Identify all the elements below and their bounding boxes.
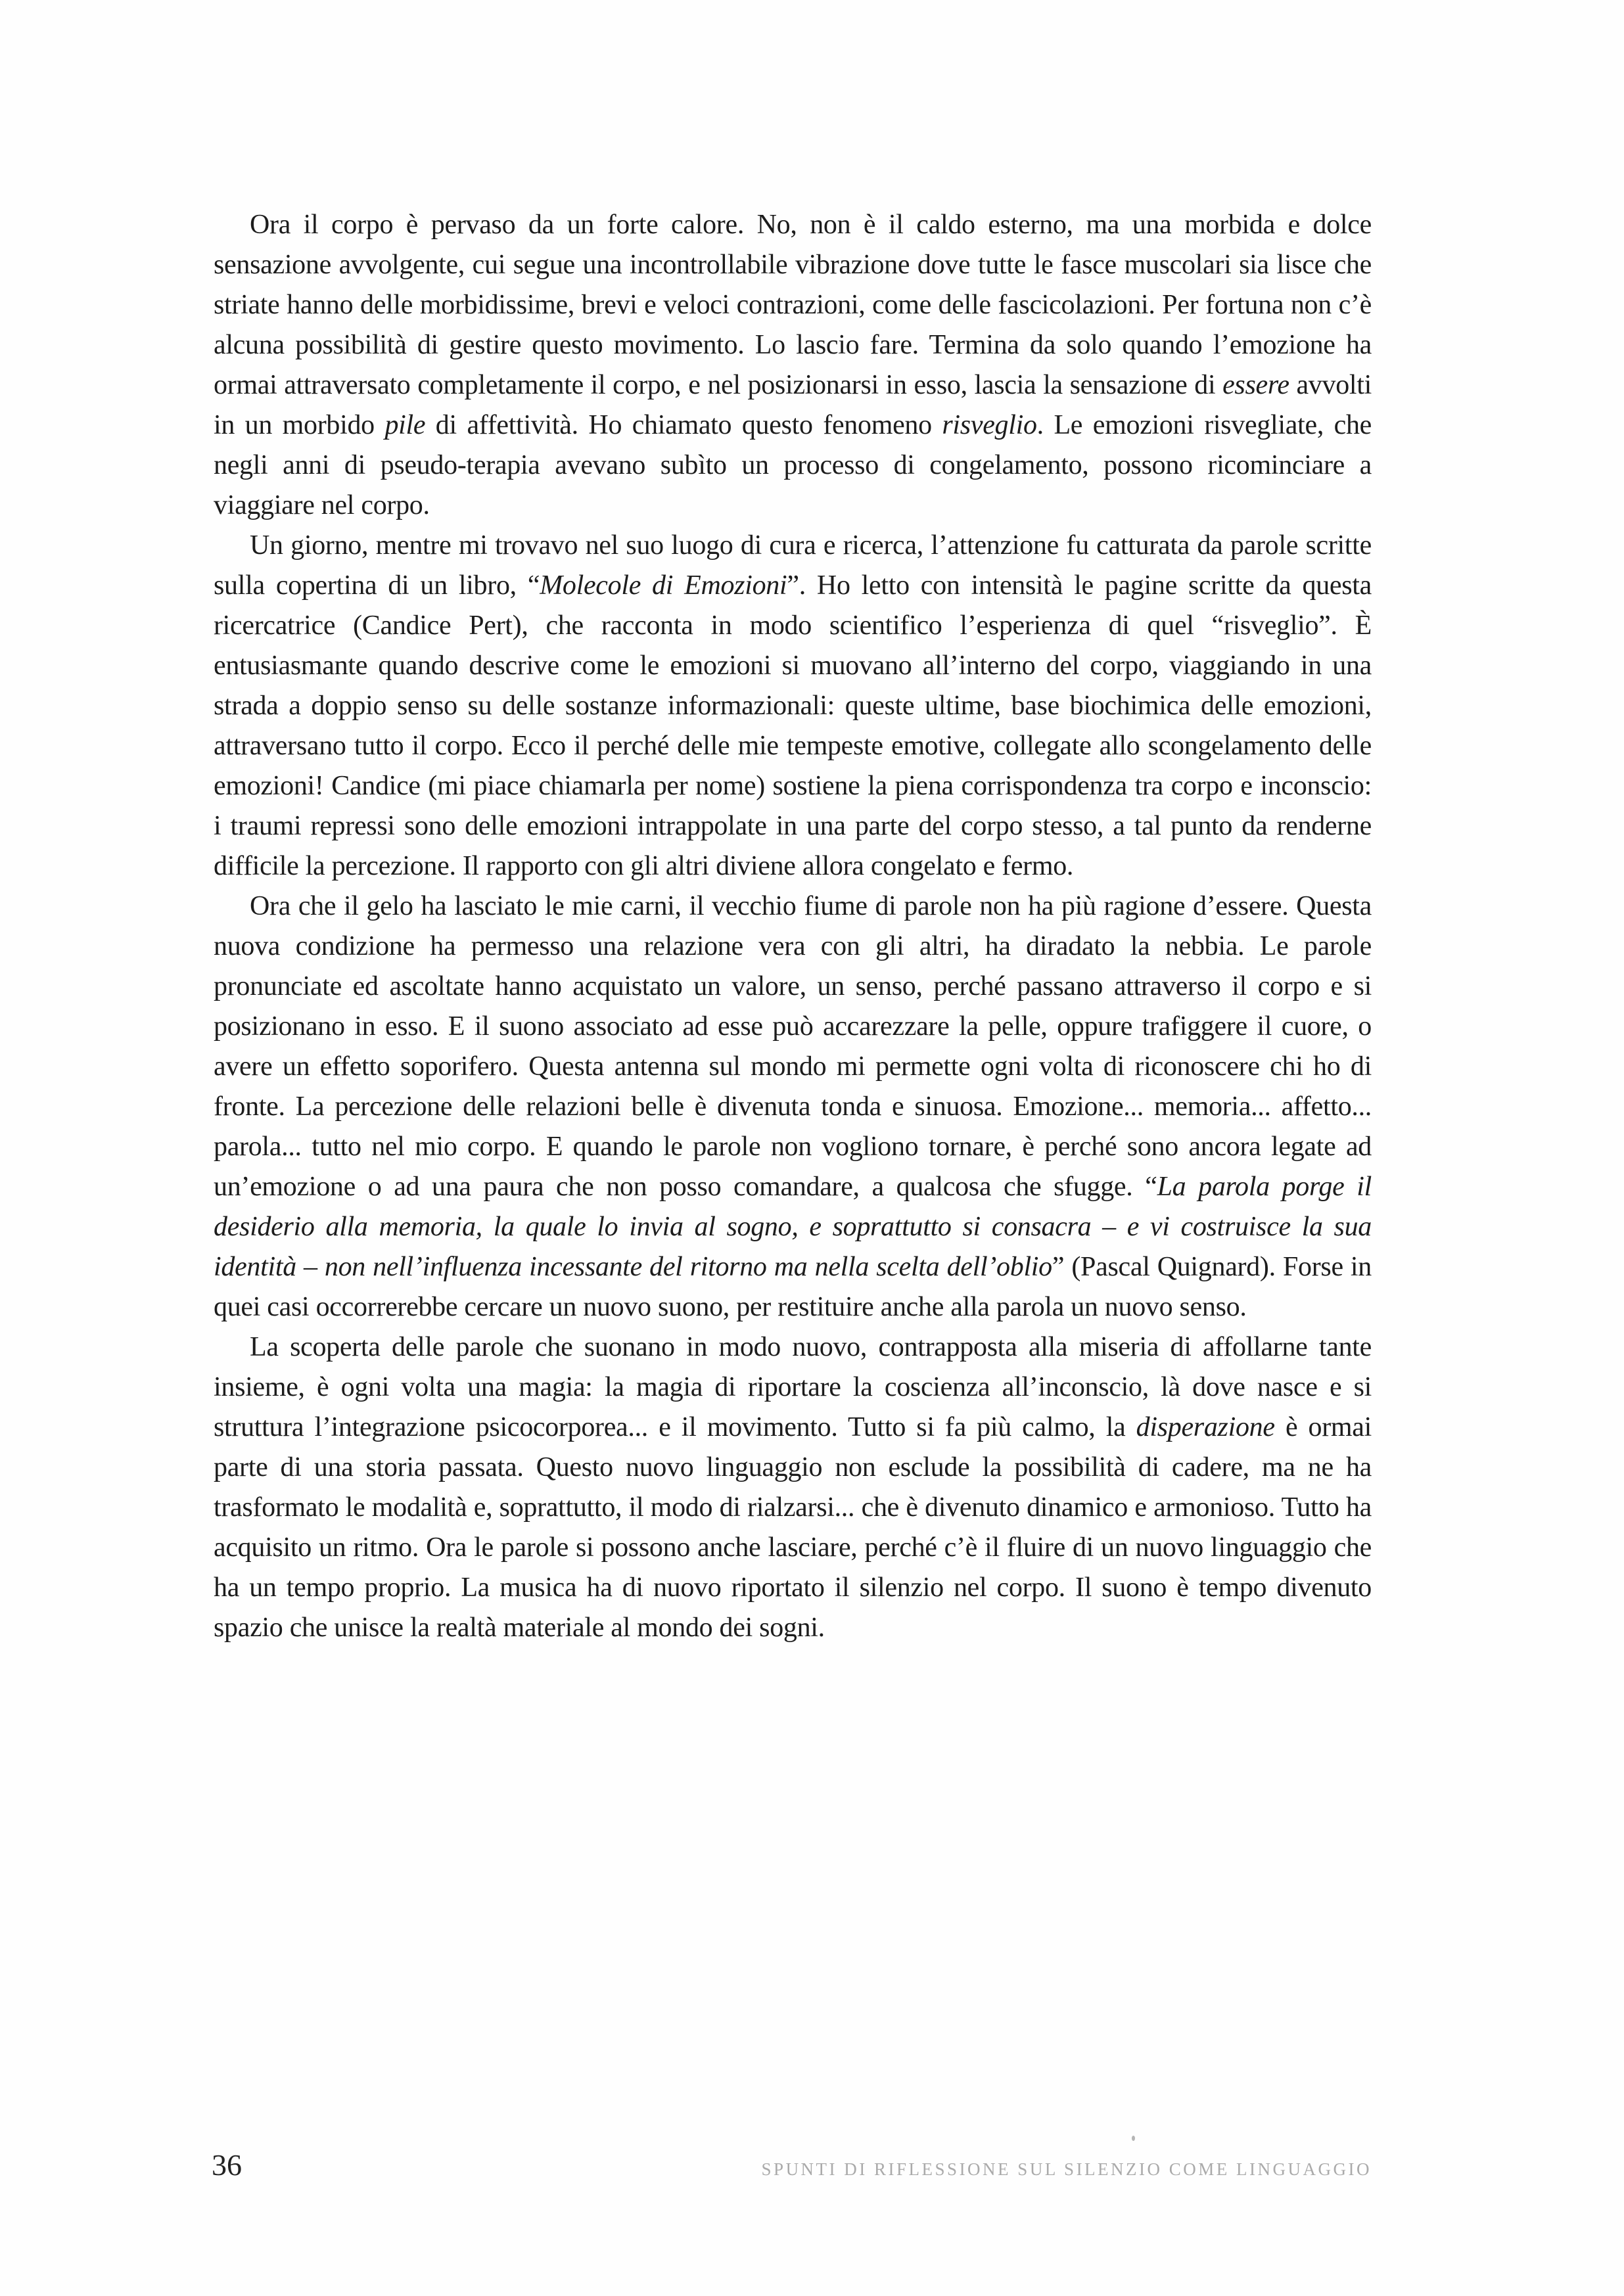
text-segment: La scoperta delle parole che suonano in modo nuovo, contrapposta alla miseria di affollarne tante insieme, è ogni volta una magia: la magia di riportare la coscienza all’inconscio, là dove nasce e si struttura l’integrazione psicocorporea... e il movimento. Tutto si fa più calmo, la [214, 1332, 1372, 1442]
paragraph [214, 1327, 1372, 1648]
text-segment: Ora il corpo è pervaso da un forte calore. No, non è il caldo esterno, ma una morbida e dolce sensazione avvolgente, cui segue una incontrollabile vibrazione dove tutte le fasce muscolari sia lisce che striate hanno delle morbidissime, brevi e veloci contrazioni, come delle fascicolazioni. Per fortuna non c’è alcuna possibilità di gestire questo movimento. Lo lascio fare. Termina da solo quando l’emozione ha ormai attraversato completamente il corpo, e nel posizionarsi in esso, lascia la sensazione di [214, 210, 1372, 400]
paragraph [214, 205, 1372, 526]
text-segment: . Le emozioni risvegliate, che negli anni di pseudo-terapia avevano subìto un processo di congelamento, possono ricominciare a viaggiare nel corpo. [214, 410, 1372, 520]
text-segment: ” (Pascal Quignard). Forse in quei casi occorrerebbe cercare un nuovo suono, per restituire anche alla parola un nuovo senso. [214, 1252, 1372, 1322]
italic-text-segment: essere [1222, 370, 1289, 400]
italic-text-segment: disperazione [1136, 1412, 1275, 1442]
text-segment: è ormai parte di una storia passata. Questo nuovo linguaggio non esclude la possibilità di cadere, ma ne ha trasformato le modalità e, soprattutto, il modo di rialzarsi... che è divenuto dinamico e armonioso. Tutto ha acquisito un ritmo. Ora le parole si possono anche lasciare, perché c’è il fluire di un nuovo linguaggio che ha un tempo proprio. La musica ha di nuovo riportato il silenzio nel corpo. Il suono è tempo divenuto spazio che unisce la realtà materiale al mondo dei sogni. [214, 1412, 1372, 1643]
body-text [214, 205, 1372, 1648]
text-segment: ”. Ho letto con intensità le pagine scritte da questa ricercatrice (Candice Pert), che racconta in modo scientifico l’esperienza di quel “risveglio”. È entusiasmante quando descrive come le emozioni si muovano all’interno del corpo, viaggiando in una strada a doppio senso su delle sostanze informazionali: queste ultime, base biochimica delle emozioni, attraversano tutto il corpo. Ecco il perché delle mie tempeste emotive, collegate allo scongelamento delle emozioni! Candice (mi piace chiamarla per nome) sostiene la piena corrispondenza tra corpo e inconscio: i traumi repressi sono delle emozioni intrappolate in una parte del corpo stesso, a tal punto da renderne difficile la percezione. Il rapporto con gli altri diviene allora congelato e fermo. [214, 570, 1372, 881]
scan-speck [1132, 2136, 1135, 2141]
italic-text-segment: Molecole di Emozioni [540, 570, 787, 601]
text-segment: Un giorno, mentre mi trovavo nel suo luogo di cura e ricerca, l’attenzione fu catturata da parole scritte sulla copertina di un libro, “ [214, 530, 1372, 601]
text-segment: Ora che il gelo ha lasciato le mie carni, il vecchio fiume di parole non ha più ragione d’essere. Questa nuova condizione ha permesso una relazione vera con gli altri, ha diradato la nebbia. Le parole pronunciate ed ascoltate hanno acquistato un valore, un senso, perché passano attraverso il corpo e si posizionano in esso. E il suono associato ad esse può accarezzare la pelle, oppure trafiggere il cuore, o avere un effetto soporifero. Questa antenna sul mondo mi permette ogni volta di riconoscere chi ho di fronte. La percezione delle relazioni belle è divenuta tonda e sinuosa. Emozione... memoria... affetto... parola... tutto nel mio corpo. E quando le parole non vogliono tornare, è perché sono ancora legate ad un’emozione o ad una paura che non posso comandare, a qualcosa che sfugge. “ [214, 891, 1372, 1202]
text-segment: di affettività. Ho chiamato questo fenomeno [425, 410, 942, 440]
running-title: SPUNTI DI RIFLESSIONE SUL SILENZIO COME LINGUAGGIO [761, 2159, 1372, 2179]
text-segment: avvolti in un morbido [214, 370, 1372, 440]
paragraph [214, 886, 1372, 1327]
italic-text-segment: pile [384, 410, 426, 440]
italic-text-segment: La parola porge il desiderio alla memoria, la quale lo invia al sogno, e soprattutto si consacra – e vi costruisce la sua identità – non nell’influenza incessante del ritorno ma nella scelta dell’oblio [214, 1172, 1372, 1282]
page-number: 36 [212, 2148, 242, 2182]
italic-text-segment: risveglio [942, 410, 1037, 440]
paragraph [214, 526, 1372, 886]
